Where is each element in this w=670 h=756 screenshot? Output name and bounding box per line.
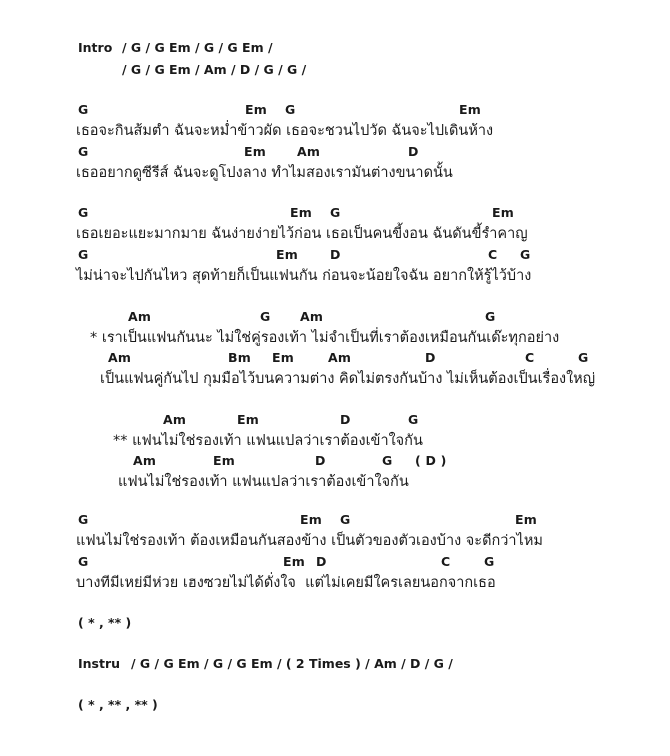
- chord: Em: [283, 554, 305, 569]
- chord: Em: [300, 512, 322, 527]
- chord: G: [408, 412, 419, 427]
- chord: Em: [515, 512, 537, 527]
- chord: D: [316, 554, 327, 569]
- chord: G: [78, 144, 89, 159]
- chord: G: [520, 247, 531, 262]
- chord: Am: [328, 350, 352, 365]
- chord: Am: [128, 309, 152, 324]
- chord: Em: [290, 205, 312, 220]
- chord: G: [484, 554, 495, 569]
- intro-line-1: / G / G Em / G / G Em /: [122, 40, 273, 55]
- chord: G: [285, 102, 296, 117]
- chord: G: [330, 205, 341, 220]
- lyric-line: ** แฟนไม่ใช่รองเท้า แฟนแปลว่าเราต้องเข้าใจกัน: [113, 433, 423, 449]
- chord: Em: [213, 453, 235, 468]
- instru-line: / G / G Em / G / G Em / ( 2 Times ) / Am / D / G /: [131, 656, 453, 671]
- chord: G: [382, 453, 393, 468]
- chord: G: [78, 554, 89, 569]
- chord: Em: [276, 247, 298, 262]
- lyric-line: * เราเป็นแฟนกันนะ ไม่ใช่คู่รองเท้า ไม่จำเป็นที่เราต้องเหมือนกันเด๊ะทุกอย่าง: [90, 330, 560, 346]
- chord: Am: [108, 350, 132, 365]
- chord: G: [340, 512, 351, 527]
- lyric-line: บางทีมีเหย่มีห่วย เฮงซวยไม่ได้ดั่งใจ แต่ไม่เคยมีใครเลยนอกจากเธอ: [76, 575, 496, 591]
- chord: G: [485, 309, 496, 324]
- repeat-marker-2: ( * , ** , ** ): [78, 697, 158, 712]
- chord: G: [78, 102, 89, 117]
- chord: Em: [492, 205, 514, 220]
- chord: D: [340, 412, 351, 427]
- chord: Em: [237, 412, 259, 427]
- chord: Em: [272, 350, 294, 365]
- lyric-line: ไม่น่าจะไปกันไหว สุดท้ายก็เป็นแฟนกัน ก่อนจะน้อยใจฉัน อยากให้รู้ไว้บ้าง: [76, 268, 532, 284]
- chord: G: [78, 205, 89, 220]
- chord: C: [441, 554, 451, 569]
- lyric-line: เธออยากดูซีรีส์ ฉันจะดูโปงลาง ทำไมสองเรามันต่างขนาดนั้น: [76, 165, 453, 181]
- chord: D: [315, 453, 326, 468]
- chord: Am: [163, 412, 187, 427]
- chord: Am: [300, 309, 324, 324]
- lyric-line: เธอจะกินส้มตำ ฉันจะหม่ำข้าวผัด เธอจะชวนไปวัด ฉันจะไปเดินห้าง: [76, 123, 494, 139]
- chord: Bm: [228, 350, 251, 365]
- lyric-line: แฟนไม่ใช่รองเท้า แฟนแปลว่าเราต้องเข้าใจกัน: [118, 474, 409, 490]
- chord: G: [78, 247, 89, 262]
- chord: G: [78, 512, 89, 527]
- chord: C: [488, 247, 498, 262]
- repeat-marker-1: ( * , ** ): [78, 615, 132, 630]
- chord: Em: [244, 144, 266, 159]
- chord: G: [260, 309, 271, 324]
- intro-label: Intro: [78, 40, 113, 55]
- chord: ( D ): [415, 453, 447, 468]
- lyric-line: เป็นแฟนคู่กันไป กุมมือไว้บนความต่าง คิดไม่ตรงกันบ้าง ไม่เห็นต้องเป็นเรื่องใหญ่: [100, 371, 596, 387]
- instru-label: Instru: [78, 656, 121, 671]
- chord: Em: [459, 102, 481, 117]
- lyric-line: เธอเยอะแยะมากมาย ฉันง่ายง่ายไว้ก่อน เธอเป็นคนขี้งอน ฉันดันขี้รำคาญ: [76, 226, 528, 242]
- chord: G: [578, 350, 589, 365]
- chord: D: [408, 144, 419, 159]
- chord: C: [525, 350, 535, 365]
- chord: D: [330, 247, 341, 262]
- chord: Am: [133, 453, 157, 468]
- chord: Am: [297, 144, 321, 159]
- lyric-line: แฟนไม่ใช่รองเท้า ต้องเหมือนกันสองข้าง เป็นตัวของตัวเองบ้าง จะดีกว่าไหม: [76, 533, 543, 549]
- chord: D: [425, 350, 436, 365]
- intro-line-2: / G / G Em / Am / D / G / G /: [122, 62, 307, 77]
- chord: Em: [245, 102, 267, 117]
